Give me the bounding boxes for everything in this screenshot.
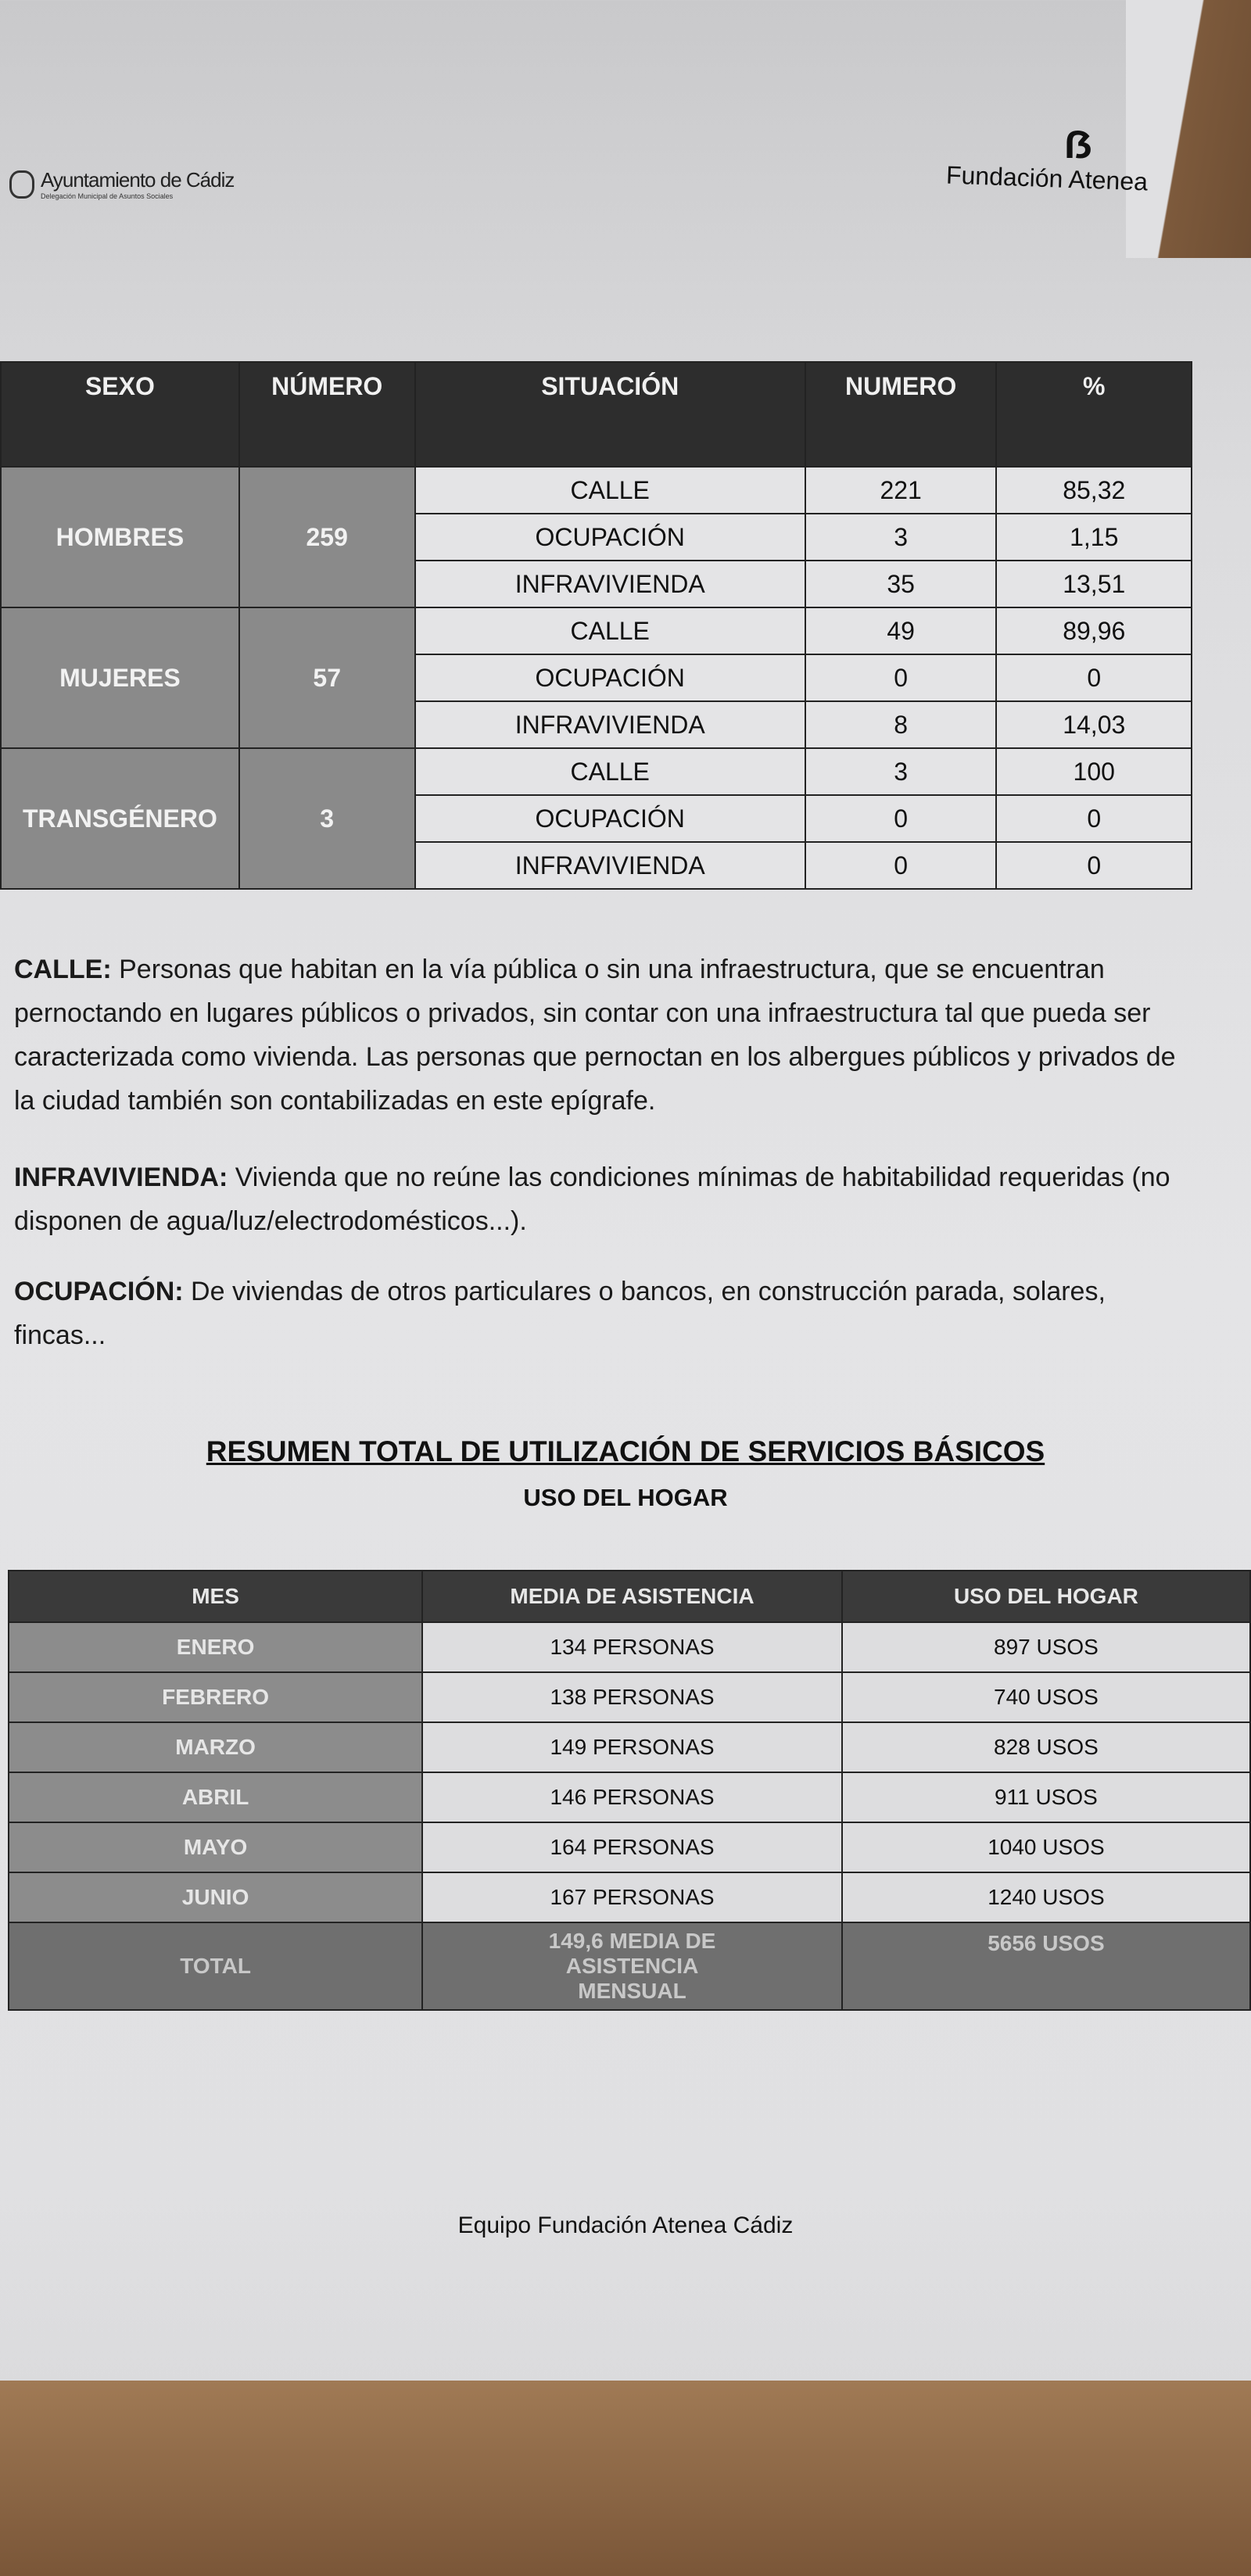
sexo-cell: MUJERES — [1, 607, 239, 748]
table-header — [1, 362, 1192, 467]
header-cell: SEXO — [1, 362, 239, 467]
footer-signature: Equipo Fundación Atenea Cádiz — [457, 2212, 794, 2238]
table-row — [9, 1822, 1250, 1872]
definition-ocupacion — [14, 1270, 1187, 1357]
table-row — [9, 1722, 1250, 1772]
definition-term: OCUPACIÓN: — [14, 1277, 184, 1306]
mes-cell: ABRIL — [9, 1772, 422, 1822]
table-row — [9, 1622, 1250, 1672]
uso-cell: 911 USOS — [842, 1772, 1250, 1822]
sexo-cell: HOMBRES — [1, 467, 239, 607]
definition-text: Personas que habitan en la vía pública o sin una infraestructura, que se encuentran pernoctando en lugares públicos o privados, sin contar con una infraestructura tal que pueda ser caracterizada como vivienda. Las personas que pernoctan en los albergues públicos y privados de la ciudad también son contabilizadas en este epígrafe. — [14, 955, 1176, 1116]
mes-cell: MAYO — [9, 1822, 422, 1872]
numero-cell: 8 — [805, 701, 997, 748]
logo-title: Ayuntamiento de Cádiz — [41, 168, 235, 192]
percent-cell: 89,96 — [996, 607, 1192, 654]
situacion-cell: CALLE — [415, 467, 805, 514]
people-icon: ẞ — [1064, 123, 1092, 167]
header-cell: MEDIA DE ASISTENCIA — [422, 1571, 842, 1622]
situacion-cell: OCUPACIÓN — [415, 795, 805, 842]
numero-cell: 0 — [805, 795, 997, 842]
definition-term: CALLE: — [14, 955, 112, 984]
table-row — [9, 1672, 1250, 1722]
percent-cell: 100 — [996, 748, 1192, 795]
numero-cell: 0 — [805, 654, 997, 701]
section-subtitle: USO DEL HOGAR — [523, 1484, 728, 1511]
table-row — [9, 1772, 1250, 1822]
table-row — [1, 467, 1192, 514]
numero-total-cell: 57 — [239, 607, 415, 748]
media-cell: 149 PERSONAS — [422, 1722, 842, 1772]
media-cell: 138 PERSONAS — [422, 1672, 842, 1722]
percent-cell: 0 — [996, 842, 1192, 889]
media-cell: 134 PERSONAS — [422, 1622, 842, 1672]
uso-cell: 828 USOS — [842, 1722, 1250, 1772]
sexo-cell: TRANSGÉNERO — [1, 748, 239, 889]
definition-term: INFRAVIVIENDA: — [14, 1163, 228, 1192]
percent-cell: 1,15 — [996, 514, 1192, 561]
mes-cell: MARZO — [9, 1722, 422, 1772]
percent-cell: 13,51 — [996, 561, 1192, 607]
situacion-cell: INFRAVIVIENDA — [415, 701, 805, 748]
definition-text: Vivienda que no reúne las condiciones mínimas de habitabilidad requeridas (no disponen de agua/luz/electrodomésticos...). — [14, 1163, 1170, 1236]
uso-cell: 897 USOS — [842, 1622, 1250, 1672]
header-cell: SITUACIÓN — [415, 362, 805, 467]
definition-infravivienda — [14, 1155, 1187, 1243]
total-uso: 5656 USOS — [842, 1922, 1250, 2010]
uso-cell: 1040 USOS — [842, 1822, 1250, 1872]
situacion-cell: INFRAVIVIENDA — [415, 561, 805, 607]
hogar-usage-table — [8, 1570, 1251, 2011]
mes-cell: ENERO — [9, 1622, 422, 1672]
percent-cell: 0 — [996, 795, 1192, 842]
percent-cell: 14,03 — [996, 701, 1192, 748]
percent-cell: 85,32 — [996, 467, 1192, 514]
mes-cell: FEBRERO — [9, 1672, 422, 1722]
table-row — [9, 1872, 1250, 1922]
numero-total-cell: 259 — [239, 467, 415, 607]
media-cell: 146 PERSONAS — [422, 1772, 842, 1822]
total-media: 149,6 MEDIA DE ASISTENCIA MENSUAL — [422, 1922, 842, 2010]
city-seal-icon — [9, 170, 34, 199]
section-title-text: RESUMEN TOTAL DE UTILIZACIÓN DE SERVICIOS BÁSICOS — [206, 1435, 1045, 1467]
media-cell: 167 PERSONAS — [422, 1872, 842, 1922]
numero-total-cell: 3 — [239, 748, 415, 889]
situacion-cell: INFRAVIVIENDA — [415, 842, 805, 889]
numero-cell: 3 — [805, 748, 997, 795]
section-title — [0, 1435, 1251, 1468]
logo-name: Fundación Atenea — [945, 160, 1149, 196]
situation-table — [0, 361, 1192, 890]
situacion-cell: OCUPACIÓN — [415, 654, 805, 701]
table-surface — [0, 2381, 1251, 2576]
table-header — [9, 1571, 1250, 1622]
percent-cell: 0 — [996, 654, 1192, 701]
numero-cell: 0 — [805, 842, 997, 889]
situacion-cell: CALLE — [415, 748, 805, 795]
mes-cell: JUNIO — [9, 1872, 422, 1922]
numero-cell: 221 — [805, 467, 997, 514]
numero-cell: 49 — [805, 607, 997, 654]
situacion-cell: OCUPACIÓN — [415, 514, 805, 561]
numero-cell: 35 — [805, 561, 997, 607]
table-row — [1, 607, 1192, 654]
logo-subtitle: Delegación Municipal de Asuntos Sociales — [41, 192, 174, 200]
total-row — [9, 1922, 1250, 2010]
definition-calle — [14, 948, 1187, 1123]
situacion-cell: CALLE — [415, 607, 805, 654]
media-cell: 164 PERSONAS — [422, 1822, 842, 1872]
table-row — [1, 748, 1192, 795]
header-cell: NUMERO — [805, 362, 997, 467]
header-cell: MES — [9, 1571, 422, 1622]
header-cell: % — [996, 362, 1192, 467]
header-cell: USO DEL HOGAR — [842, 1571, 1250, 1622]
uso-cell: 740 USOS — [842, 1672, 1250, 1722]
definition-text: De viviendas de otros particulares o bancos, en construcción parada, solares, fincas... — [14, 1277, 1106, 1350]
fundacion-atenea-logo — [945, 123, 1149, 196]
numero-cell: 3 — [805, 514, 997, 561]
total-label: TOTAL — [9, 1922, 422, 2010]
uso-cell: 1240 USOS — [842, 1872, 1250, 1922]
header-cell: NÚMERO — [239, 362, 415, 467]
